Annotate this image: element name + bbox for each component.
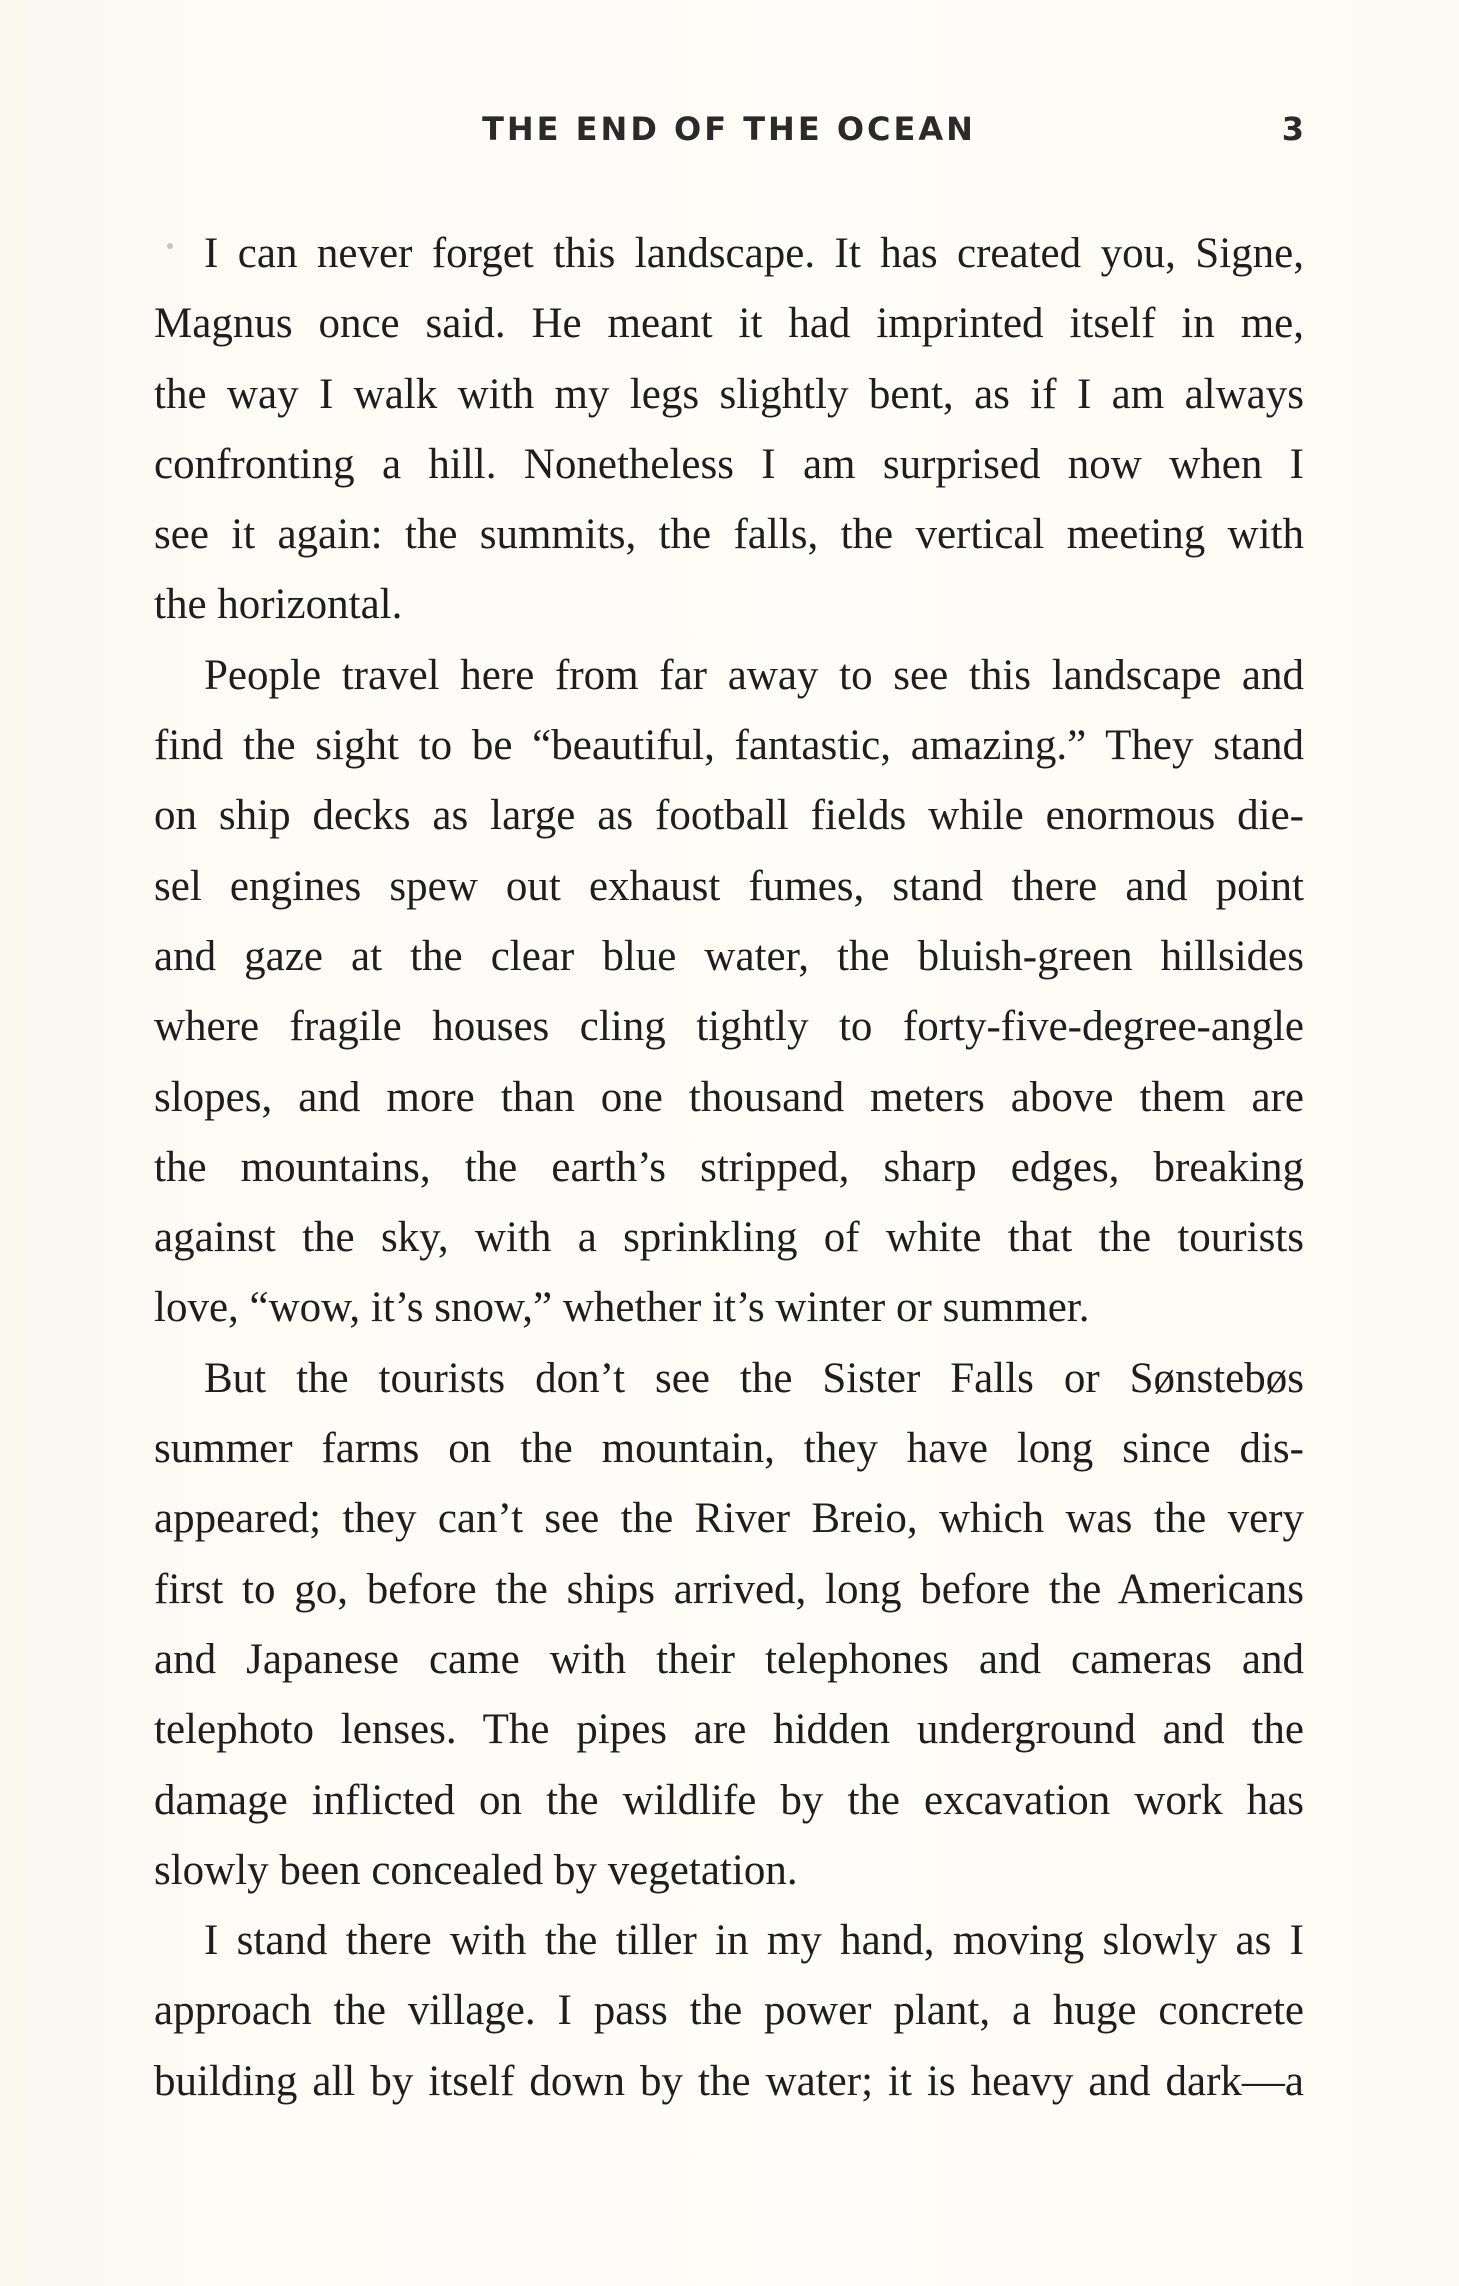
text-line: on ship decks as large as football fields while enormous die-	[154, 792, 1304, 840]
text-line: approach the village. I pass the power plant, a huge concrete	[154, 1987, 1304, 2035]
text-line: telephoto lenses. The pipes are hidden underground and the	[154, 1706, 1304, 1754]
running-head: THE END OF THE OCEAN	[482, 110, 976, 148]
page-header	[154, 104, 1304, 154]
text-line: first to go, before the ships arrived, long before the Americans	[154, 1565, 1304, 1613]
text-line: sel engines spew out exhaust fumes, stand there and point	[154, 862, 1304, 910]
text-line: building all by itself down by the water; it is heavy and dark—a	[154, 2057, 1304, 2105]
text-line: the mountains, the earth’s stripped, sharp edges, breaking	[154, 1143, 1304, 1191]
paragraph-3	[154, 1344, 1304, 1906]
text-line: and Japanese came with their telephones and cameras and	[154, 1635, 1304, 1683]
text-line: love, “wow, it’s snow,” whether it’s winter or summer.	[154, 1284, 1090, 1332]
text-line: I can never forget this landscape. It has created you, Signe,	[204, 230, 1304, 277]
text-line: slowly been concealed by vegetation.	[154, 1846, 798, 1894]
text-line: where fragile houses cling tightly to forty-five-degree-angle	[154, 1003, 1304, 1051]
paragraph-1	[154, 219, 1304, 641]
text-line: I stand there with the tiller in my hand, moving slowly as I	[204, 1917, 1304, 1965]
text-line: slopes, and more than one thousand meters above them are	[154, 1073, 1304, 1121]
text-line: Magnus once said. He meant it had imprinted itself in me,	[154, 300, 1304, 348]
text-line: and gaze at the clear blue water, the bluish-green hillsides	[154, 932, 1304, 980]
text-line: appeared; they can’t see the River Breio, which was the very	[154, 1495, 1304, 1543]
text-line: the way I walk with my legs slightly bent, as if I am always	[154, 370, 1304, 418]
text-line: the horizontal.	[154, 581, 403, 629]
text-line: damage inflicted on the wildlife by the excavation work has	[154, 1776, 1304, 1824]
paragraph-4	[154, 1906, 1304, 2117]
text-line: see it again: the summits, the falls, the vertical meeting with	[154, 511, 1304, 559]
paragraph-2	[154, 641, 1304, 1344]
page-number: 3	[1281, 110, 1304, 148]
body-text	[154, 219, 1304, 2117]
text-line: People travel here from far away to see this landscape and	[204, 651, 1304, 699]
text-line: But the tourists don’t see the Sister Falls or Sønstebøs	[204, 1354, 1304, 1402]
text-line: find the sight to be “beautiful, fantastic, amazing.” They stand	[154, 722, 1304, 770]
text-line: summer farms on the mountain, they have long since dis-	[154, 1425, 1304, 1473]
text-line: confronting a hill. Nonetheless I am surprised now when I	[154, 440, 1304, 488]
text-line: against the sky, with a sprinkling of white that the tourists	[154, 1214, 1304, 1262]
